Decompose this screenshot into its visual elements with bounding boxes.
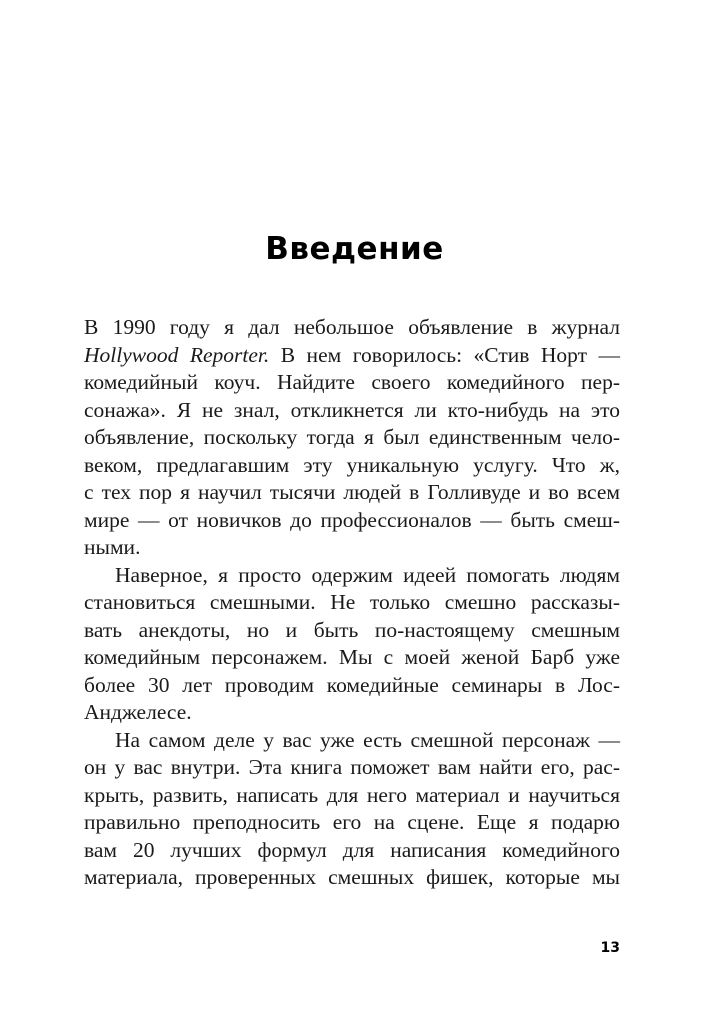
journal-name: Hollywood Reporter. xyxy=(84,342,270,367)
page-title: Введение xyxy=(265,230,444,267)
text-line: объявление, поскольку тогда я был единственным чело- xyxy=(84,425,620,449)
text-line: сонажа». Я не знал, откликнется ли кто-нибудь на это xyxy=(84,397,620,422)
text-line: На самом деле у вас уже есть смешной персонаж — xyxy=(115,727,620,752)
text-line: крыть, развить, написать для него материал и научиться xyxy=(84,782,620,807)
text-line xyxy=(84,342,620,370)
text-line: В 1990 году я дал небольшое объявление в журнал xyxy=(84,315,620,339)
text-line: становиться смешными. Не только смешно рассказы- xyxy=(84,590,620,614)
paragraph xyxy=(84,727,620,892)
text-line: более 30 лет проводим комедийные семинары в Лос- xyxy=(84,672,620,697)
text-line-rest: В нем говорилось: «Стив Норт — xyxy=(269,342,621,367)
text-line: материала, проверенных смешных фишек, которые мы xyxy=(84,865,620,889)
text-line: мире — от новичков до профессионалов — быть смеш- xyxy=(84,507,620,532)
text-line: Анджелесе. xyxy=(84,700,192,724)
text-line: с тех пор я научил тысячи людей в Голливуде и во всем xyxy=(84,480,620,504)
body-text xyxy=(84,314,620,892)
paragraph xyxy=(84,314,620,562)
text-line: ными. xyxy=(84,535,141,559)
page-number: 13 xyxy=(600,940,620,956)
text-line: вать анекдоты, но и быть по-настоящему смешным xyxy=(84,617,620,642)
text-line: Наверное, я просто одержим идеей помогать людям xyxy=(115,562,620,587)
text-line: вам 20 лучших формул для написания комедийного xyxy=(84,837,620,862)
paragraph xyxy=(84,562,620,727)
text-line: комедийным персонажем. Мы с моей женой Барб уже xyxy=(84,645,620,669)
text-line: правильно преподносить его на сцене. Еще я подарю xyxy=(84,810,620,834)
text-line: комедийный коуч. Найдите своего комедийного пер- xyxy=(84,370,620,394)
text-line: веком, предлагавшим эту уникальную услугу. Что ж, xyxy=(84,452,620,477)
text-line: он у вас внутри. Эта книга поможет вам найти его, рас- xyxy=(84,755,620,779)
